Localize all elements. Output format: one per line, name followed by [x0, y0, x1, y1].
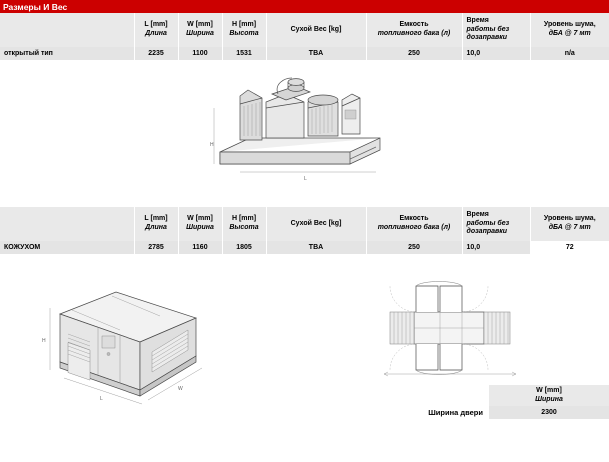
header-height-sub: Высота: [229, 30, 259, 37]
header-runtime-unit: Время: [466, 210, 489, 218]
canopy-door-plan-svg: [370, 278, 550, 378]
door-width-header-spacer: [370, 385, 489, 406]
open-type-genset-drawing: [200, 68, 420, 188]
value-height: 1531: [222, 47, 266, 60]
table-header-row: [0, 207, 609, 241]
value-width: 1100: [178, 47, 222, 60]
value-noise-level: 72: [530, 241, 609, 254]
door-width-header: [489, 385, 609, 406]
canopy-genset-drawing: [20, 278, 220, 408]
value-length: 2785: [134, 241, 178, 254]
door-width-header-sub: Ширина: [535, 395, 563, 403]
header-height-unit: H [mm]: [231, 215, 257, 223]
header-dry-weight-unit: Сухой Вес [kg]: [290, 219, 342, 227]
value-dry-weight: TBA: [266, 47, 366, 60]
svg-text:W: W: [178, 386, 183, 392]
header-dry-weight-unit: Сухой Вес [kg]: [290, 25, 342, 33]
door-width-header-row: [370, 385, 609, 406]
header-width-unit: W [mm]: [187, 215, 213, 223]
header-height: [222, 207, 266, 241]
header-width-sub: Ширина: [186, 224, 214, 231]
header-length-unit: L [mm]: [144, 21, 168, 29]
svg-text:H: H: [42, 338, 46, 344]
page-title: Размеры И Вес: [0, 0, 117, 13]
door-width-header-unit: W [mm]: [536, 386, 562, 394]
header-height: [222, 13, 266, 47]
door-width-table: [370, 385, 609, 419]
canopy-spec-table: [0, 207, 609, 254]
header-noise-level-unit: Уровень шума,: [543, 215, 596, 223]
open-type-spec-table: [0, 13, 609, 60]
header-dry-weight: [266, 13, 366, 47]
header-fuel-capacity-sub: топливного бака (л): [377, 30, 451, 37]
canopy-door-plan-drawing: [370, 278, 550, 378]
door-width-value-row: [370, 406, 609, 419]
header-width: [178, 207, 222, 241]
header-dry-weight: [266, 207, 366, 241]
header-runtime-sub: работы без дозаправки: [466, 25, 510, 42]
canopy-genset-svg: [20, 278, 220, 408]
header-noise-level-sub: дБА @ 7 мт: [548, 224, 591, 231]
svg-text:L: L: [100, 396, 103, 402]
value-runtime: 10,0: [462, 241, 530, 254]
header-height-sub: Высота: [229, 224, 259, 231]
open-type-genset-svg: [200, 68, 420, 188]
value-width: 1160: [178, 241, 222, 254]
header-spacer: [0, 13, 134, 47]
header-length-sub: Длина: [145, 224, 167, 231]
header-fuel-capacity: [366, 207, 462, 241]
value-noise-level: n/a: [530, 47, 609, 60]
header-noise-level: [530, 13, 609, 47]
header-noise-level: [530, 207, 609, 241]
row-label-canopy: КОЖУХОМ: [0, 241, 134, 254]
value-length: 2235: [134, 47, 178, 60]
table-header-row: [0, 13, 609, 47]
header-length-sub: Длина: [145, 30, 167, 37]
header-runtime: [462, 207, 530, 241]
header-runtime-unit: Время: [466, 16, 489, 24]
value-dry-weight: TBA: [266, 241, 366, 254]
value-height: 1805: [222, 241, 266, 254]
svg-text:H: H: [210, 142, 214, 148]
header-length: [134, 13, 178, 47]
header-noise-level-sub: дБА @ 7 мт: [548, 30, 591, 37]
door-width-value: 2300: [489, 406, 609, 419]
header-fuel-capacity-sub: топливного бака (л): [377, 224, 451, 231]
header-runtime: [462, 13, 530, 47]
table-value-row: [0, 47, 609, 60]
header-length: [134, 207, 178, 241]
value-runtime: 10,0: [462, 47, 530, 60]
header-noise-level-unit: Уровень шума,: [543, 21, 596, 29]
header-width: [178, 13, 222, 47]
header-runtime-sub: работы без дозаправки: [466, 219, 510, 236]
header-width-unit: W [mm]: [187, 21, 213, 29]
header-height-unit: H [mm]: [231, 21, 257, 29]
svg-text:L: L: [304, 176, 307, 182]
door-width-label: Ширина двери: [370, 406, 489, 419]
header-length-unit: L [mm]: [144, 215, 168, 223]
header-fuel-capacity-unit: Емкость: [399, 215, 429, 223]
title-bar-fill: [117, 0, 609, 13]
header-spacer: [0, 207, 134, 241]
value-fuel-capacity: 250: [366, 47, 462, 60]
header-fuel-capacity-unit: Емкость: [399, 21, 429, 29]
row-label-open-type: открытый тип: [0, 47, 134, 60]
value-fuel-capacity: 250: [366, 241, 462, 254]
table-value-row: [0, 241, 609, 254]
header-fuel-capacity: [366, 13, 462, 47]
header-width-sub: Ширина: [186, 30, 214, 37]
